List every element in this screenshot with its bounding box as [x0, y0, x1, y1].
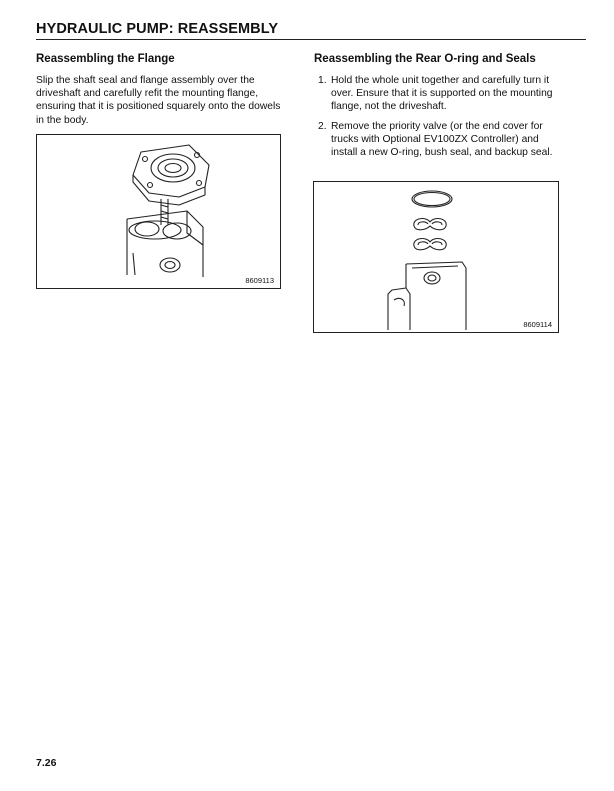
step-number: 1.: [318, 75, 327, 86]
figure-flange-assembly: [36, 134, 281, 289]
step-item: [314, 120, 564, 160]
step-text: Remove the priority valve (or the end cover for trucks with Optional EV100ZX Controller) and install a new O-ring, bush seal, and backup seal.: [331, 120, 553, 159]
step-number: 2.: [318, 120, 327, 132]
page-number: 7.26: [36, 757, 57, 769]
header-rule: [36, 39, 586, 40]
steps-list: [314, 74, 564, 159]
rear-seals-illustration: [314, 182, 558, 332]
figure-rear-seals: [313, 181, 559, 333]
page-title: HYDRAULIC PUMP: REASSEMBLY: [36, 21, 279, 37]
section-title-rear-seals: Reassembling the Rear O-ring and Seals: [314, 53, 536, 65]
page-header: [36, 20, 586, 40]
step-item: [314, 74, 564, 114]
left-column: [36, 52, 286, 127]
figure-code: 8609113: [245, 276, 274, 285]
flange-instructions: Slip the shaft seal and flange assembly over the driveshaft and carefully refit the mounting flange, ensuring that it is positioned squarely onto the dowels in the body.: [36, 75, 281, 126]
section-title-flange: Reassembling the Flange: [36, 53, 175, 65]
right-column: [314, 52, 564, 165]
figure-code: 8609114: [523, 320, 552, 329]
step-text: Hold the whole unit together and carefully turn it over. Ensure that it is supported on the mounting flange, not the driveshaft.: [331, 75, 553, 113]
flange-assembly-illustration: [37, 135, 280, 288]
